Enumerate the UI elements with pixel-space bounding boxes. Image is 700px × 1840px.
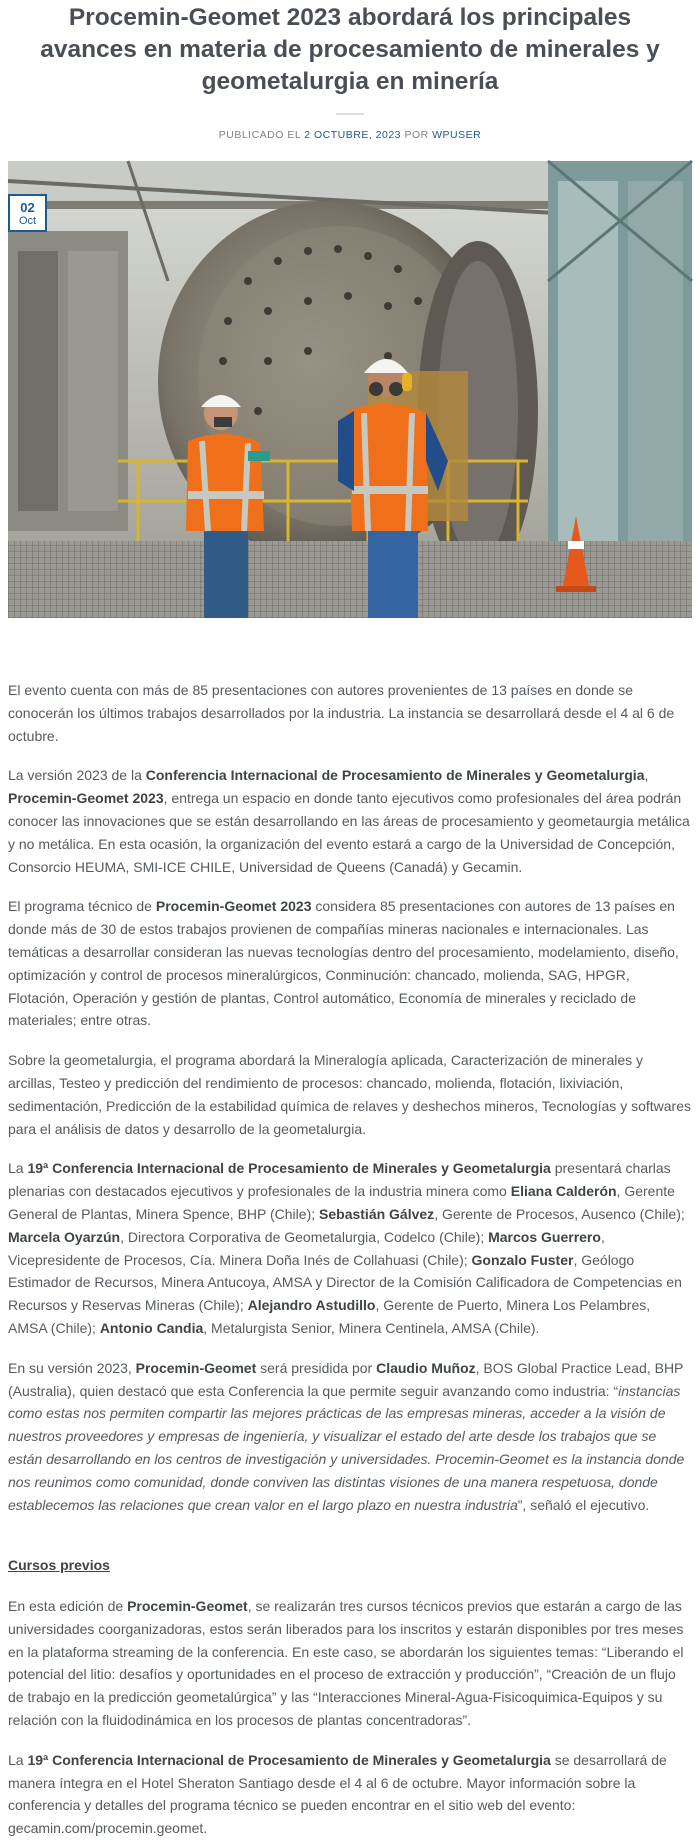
text: considera 85 presentaciones con autores de 13 países en donde más de 30 de estos trabajos provienen de compañías mineras nacionales e internacionales. Las temáticas a desarrollar consideran las nuevas tecnologías dentro del procesamiento, modelamiento, diseño, optimización y control de procesos mineralúrgicos, Conminución: chancado, molienda, SAG, HPGR, Flotación, Operación y gestión de plantas, Control automático, Economía de minerales y reciclado de materiales; entre otras. — [8, 898, 679, 1029]
article-page — [0, 2, 700, 1837]
text: En esta edición de — [8, 1598, 128, 1615]
post-meta — [0, 129, 700, 141]
text: , — [644, 767, 649, 784]
author-link[interactable]: WPUSER — [432, 129, 482, 141]
section-heading — [8, 1554, 692, 1577]
bold-text: 19ª Conferencia Internacional de Procesamiento de Minerales y Geometalurgia — [27, 1751, 551, 1768]
post-date-link[interactable]: 2 OCTUBRE, 2023 — [304, 129, 402, 141]
date-badge — [8, 194, 47, 232]
published-label: PUBLICADO EL — [218, 129, 301, 141]
speaker-role: , Geólogo Estimador de Recursos, Minera Antucoya, AMSA y Director de la Comisión Calificadora de Competencias en Recursos y Reservas Mineras (Chile); — [8, 1251, 682, 1314]
title-divider — [336, 113, 364, 115]
text: , entrega un espacio en donde tanto ejecutivos como profesionales del área podrán conocer las innovaciones que se están desarrollando en las áreas de procesamiento y geometaurgia metálica y no metálica. En esta ocasión, la organización del evento estará a cargo de la Universidad de Concepción, Consorcio HEUMA, SMI-ICE CHILE, Universidad de Queens (Canadá) y Gecamin. — [8, 790, 690, 875]
text: El programa técnico de — [8, 898, 156, 915]
text: La — [8, 1751, 28, 1768]
speaker-role: , Vicepresidente de Procesos, Cía. Minera Doña Inés de Collahuasi (Chile); — [8, 1228, 605, 1268]
article-body — [0, 679, 700, 1840]
text: La versión 2023 de la — [8, 767, 146, 784]
speaker-name: Alejandro Astudillo — [247, 1297, 376, 1314]
paragraph-8 — [8, 1749, 692, 1840]
article-title: Procemin-Geomet 2023 abordará los principales avances en materia de procesamiento de minerales y geometalurgia en minería — [40, 4, 660, 95]
date-badge-month: Oct — [18, 215, 37, 227]
mining-plant-photo — [8, 161, 692, 618]
bold-text: Procemin-Geomet — [135, 1359, 257, 1376]
quote-text: instancias como estas nos permiten compartir las mejores prácticas de las empresas mineras, acceder a la visión de nuestros proveedores y empresas de ingeniería, y visualizar el estado del arte desde los trabajos que se están desarrollando en los centros de investigación y universidades. Procemin-Geomet es la instancia donde nos reunimos como comunidad, donde conviven las distintas visiones de una manera respetuosa, donde establecemos las relaciones que crean valor en el largo plazo en nuestra industria — [8, 1382, 685, 1513]
text: , se realizarán tres cursos técnicos previos que estarán a cargo de las universidades coorganizadoras, estos serán liberados para los inscritos y estarán disponibles por tres meses en la plataforma streaming de la conferencia. En este caso, se abordarán los siguientes temas: “Liberando el potencial del litio: desafíos y oportunidades en el proceso de extracción y producción”, “Creación de un flujo de trabajo en la predicción geometalúrgica” y las “Interacciones Mineral-Agua-Fisicoquimica-Equipos y su relación con la fluidodinámica en los procesos de plantas concentradoras”. — [8, 1598, 684, 1729]
date-badge-day: 02 — [20, 200, 35, 215]
paragraph-3 — [8, 895, 692, 1032]
section-heading-text: Cursos previos — [8, 1557, 110, 1574]
speaker-name: Marcos Guerrero — [488, 1228, 601, 1245]
bold-text: 19ª Conferencia Internacional de Procesamiento de Minerales y Geometalurgia — [27, 1160, 551, 1177]
by-label: POR — [404, 129, 429, 141]
bold-text: Procemin-Geomet 2023 — [155, 898, 312, 915]
paragraph-2 — [8, 764, 692, 878]
speaker-role: , Gerente de Procesos, Ausenco (Chile); — [434, 1205, 685, 1222]
text: , BOS Global Practice Lead, BHP (Australia), quien destacó que esta Conferencia la que permite seguir avanzando como industria: “ — [8, 1359, 684, 1399]
paragraph-5 — [8, 1157, 692, 1339]
speaker-role: , Directora Corporativa de Geometalurgia, Codelco (Chile); — [120, 1228, 489, 1245]
bold-text: Procemin-Geomet 2023 — [8, 790, 164, 807]
speaker-name: Sebastián Gálvez — [319, 1205, 435, 1222]
paragraph-7 — [8, 1595, 692, 1732]
bold-text: Procemin-Geomet — [127, 1598, 248, 1615]
bold-text: Conferencia Internacional de Procesamiento de Minerales y Geometalurgia — [145, 767, 645, 784]
speaker-role: , Gerente de Puerto, Minera Los Pelambres, AMSA (Chile); — [8, 1297, 651, 1336]
text: La — [8, 1160, 28, 1177]
paragraph-1: El evento cuenta con más de 85 presentaciones con autores provenientes de 13 países en donde se conocerán los últimos trabajos desarrollados por la industria. La instancia se desarrollará desde el 4 al 6 de octubre. — [8, 682, 675, 744]
speaker-role: , Metalurgista Senior, Minera Centinela, AMSA (Chile). — [203, 1319, 540, 1336]
paragraph-6 — [8, 1357, 692, 1517]
text: presentará charlas plenarias con destacados ejecutivos y profesionales de la industria minera como — [8, 1160, 671, 1200]
speaker-name: Gonzalo Fuster — [471, 1251, 574, 1268]
speaker-name: Marcela Oyarzún — [8, 1228, 121, 1245]
speaker-name: Eliana Calderón — [510, 1183, 617, 1200]
speaker-name: Antonio Candia — [99, 1319, 204, 1336]
bold-text: Claudio Muñoz — [376, 1359, 476, 1376]
text: ”, señaló el ejecutivo. — [517, 1496, 650, 1513]
speaker-role: , Gerente General de Plantas, Minera Spence, BHP (Chile); — [8, 1183, 675, 1222]
featured-image — [8, 161, 692, 618]
text: será presidida por — [256, 1359, 377, 1376]
text: En su versión 2023, — [8, 1359, 136, 1376]
paragraph-4: Sobre la geometalurgia, el programa abordará la Mineralogía aplicada, Caracterización de minerales y arcillas, Testeo y predicción del rendimiento de procesos: chancado, molienda, flotación, lixiviación, sedimentación, Predicción de la estabilidad química de relaves y deshechos mineros, Tecnologías y softwares para el análisis de datos y desarrollo de la geometalurgia. — [8, 1052, 691, 1137]
text: se desarrollará de manera íntegra en el Hotel Sheraton Santiago desde el 4 al 6 de octubre. Mayor información sobre la conferencia y detalles del programa técnico se pueden encontrar en el sitio web del evento: gecamin.com/procemin.geomet. — [8, 1751, 667, 1837]
